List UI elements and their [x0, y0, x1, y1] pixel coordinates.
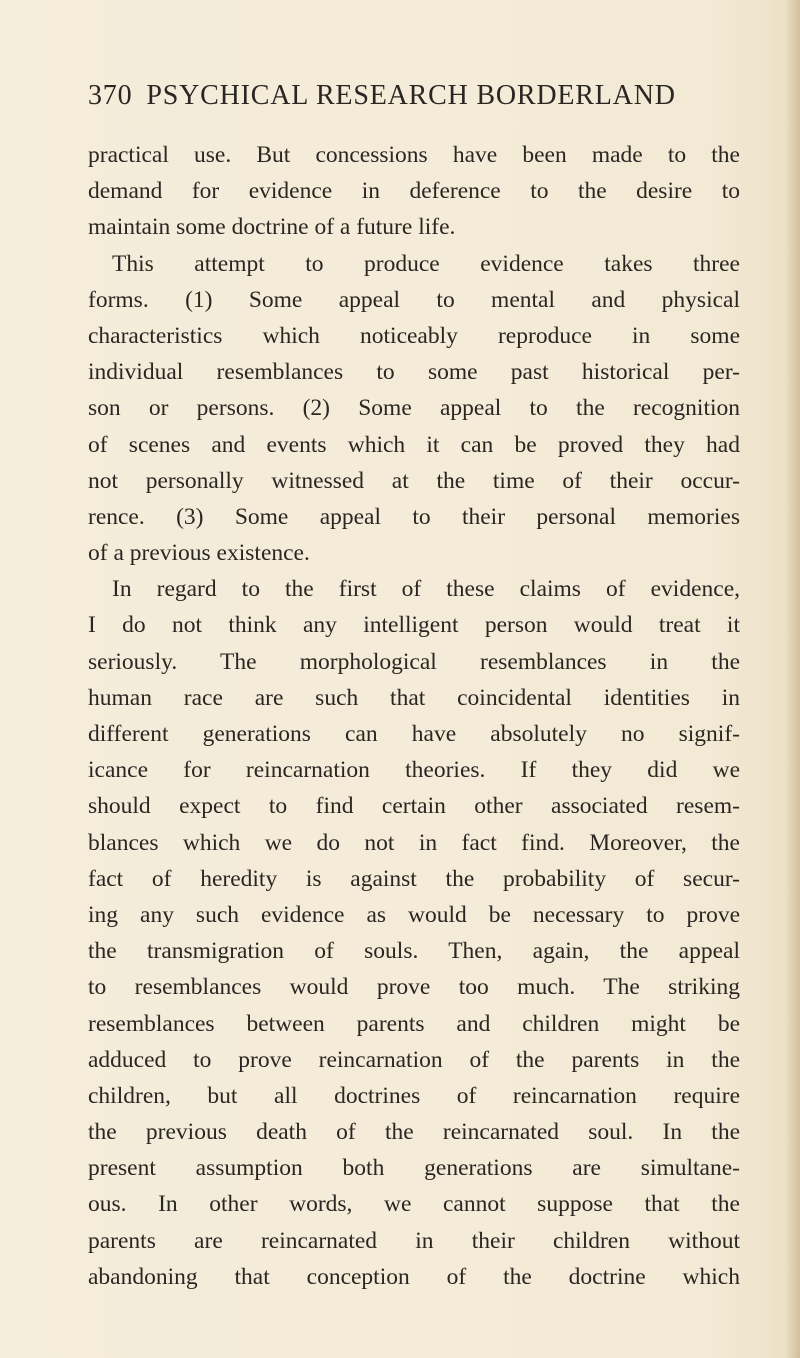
text-line: of a previous existence.: [88, 540, 310, 567]
text-line: practical use. But concessions have been made to the: [88, 142, 740, 168]
text-line: abandoning that conception of the doctrine which: [88, 1263, 740, 1290]
text-line: to resemblances would prove too much. The striking: [88, 974, 740, 1001]
body-text: [88, 137, 740, 1295]
text-line: In regard to the first of these claims of evidence,: [112, 576, 740, 603]
text-line: the transmigration of souls. Then, again, the appeal: [88, 938, 740, 965]
page-number: 370: [88, 80, 133, 111]
text-line: I do not think any intelligent person would treat it: [88, 612, 740, 639]
text-line: fact of heredity is against the probability of secur-: [88, 865, 740, 892]
text-line: of scenes and events which it can be proved they had: [88, 431, 740, 458]
text-line: son or persons. (2) Some appeal to the recognition: [88, 395, 740, 422]
text-line: ous. In other words, we cannot suppose that the: [88, 1191, 740, 1218]
text-line: This attempt to produce evidence takes three: [112, 250, 740, 277]
text-line: the previous death of the reincarnated soul. In the: [88, 1119, 740, 1146]
text-line: parents are reincarnated in their children without: [88, 1227, 740, 1254]
text-line: resemblances between parents and children might be: [88, 1010, 740, 1037]
text-line: not personally witnessed at the time of their occur-: [88, 467, 740, 494]
text-line: icance for reincarnation theories. If they did we: [88, 757, 740, 784]
text-line: ing any such evidence as would be necessary to prove: [88, 901, 740, 928]
running-title: PSYCHICAL RESEARCH BORDERLAND: [146, 80, 676, 111]
text-line: different generations can have absolutely no signif-: [88, 721, 740, 747]
text-line: forms. (1) Some appeal to mental and physical: [88, 286, 740, 313]
text-line: seriously. The morphological resemblances in the: [88, 648, 740, 675]
text-line: rence. (3) Some appeal to their personal memories: [88, 503, 740, 530]
text-line: maintain some doctrine of a future life.: [88, 214, 456, 241]
text-line: individual resemblances to some past historical per-: [88, 359, 740, 386]
text-line: blances which we do not in fact find. Moreover, the: [88, 829, 740, 856]
text-line: should expect to find certain other associated resem-: [88, 793, 740, 820]
text-line: characteristics which noticeably reproduce in some: [88, 322, 740, 349]
text-line: demand for evidence in deference to the desire to: [88, 178, 740, 205]
text-line: adduced to prove reincarnation of the parents in the: [88, 1046, 740, 1073]
text-line: human race are such that coincidental identities in: [88, 684, 740, 711]
page-edge-shadow: [786, 0, 800, 1358]
text-line: children, but all doctrines of reincarnation require: [88, 1082, 740, 1109]
text-line: present assumption both generations are simultane-: [88, 1155, 740, 1182]
running-header: [88, 80, 748, 112]
